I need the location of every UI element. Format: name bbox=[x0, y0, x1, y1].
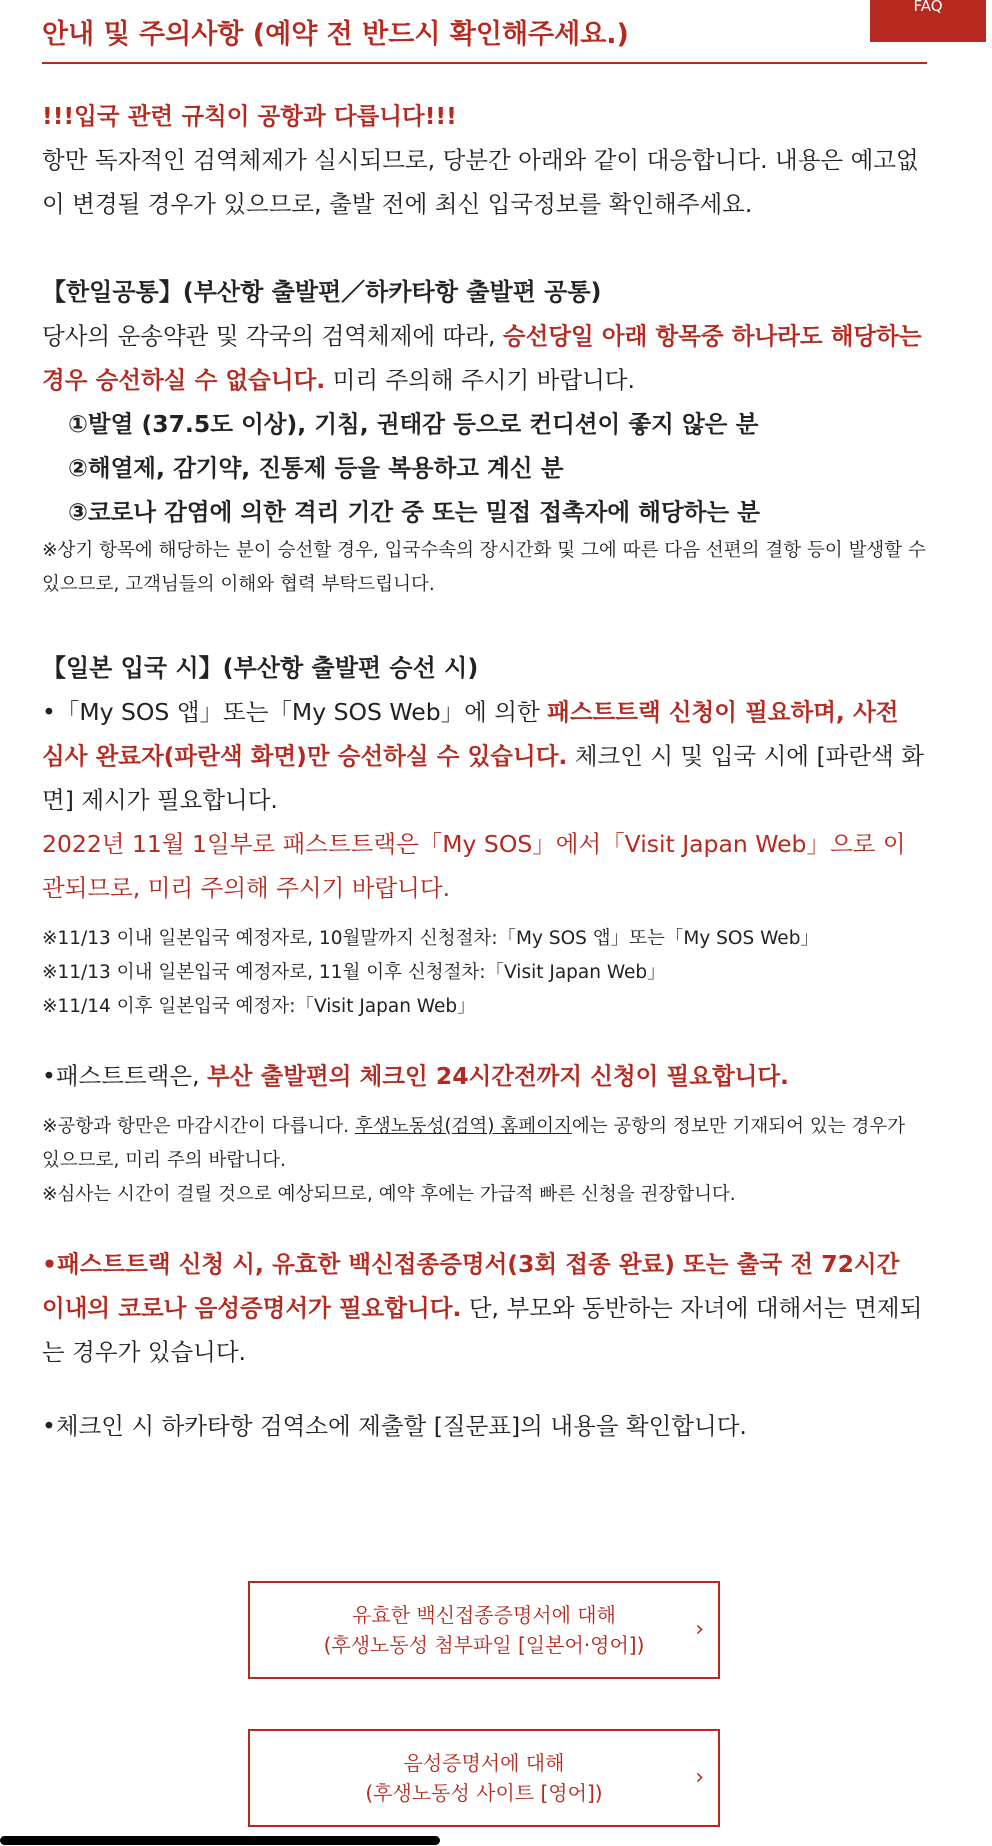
page-title: 안내 및 주의사항 (예약 전 반드시 확인해주세요.) bbox=[42, 19, 629, 50]
mhlw-quarantine-link[interactable]: 후생노동성(검역) 홈페이지 bbox=[354, 1116, 572, 1137]
faq-button[interactable]: FAQ bbox=[870, 0, 986, 42]
checkin-questionnaire-text: •체크인 시 하카타항 검역소에 제출할 [질문표]의 내용을 확인합니다. bbox=[42, 1412, 747, 1440]
button-sublabel: (후생노동성 사이트 [영어]) bbox=[365, 1781, 603, 1805]
common-section-heading: 【한일공통】(부산항 출발편／하카타항 출발편 공통) bbox=[42, 278, 602, 306]
fasttrack-requirement-text: •「My SOS 앱」또는「My SOS Web」에 의한 패스트트랙 신청이 필요하며, 사전 심사 완료자(파란색 화면)만 승선하실 수 있습니다. 체크인 시 및 입국 시에 [파란색 화면] 제시가 필요합니다. bbox=[42, 698, 924, 814]
entry-rules-warning: !!!입국 관련 규칙이 공항과 다릅니다!!! bbox=[42, 102, 457, 130]
intro-text: 항만 독자적인 검역체제가 실시되므로, 당분간 아래와 같이 대응합니다. 내용은 예고없이 변경될 경우가 있으므로, 출발 전에 최신 입국정보를 확인해주세요. bbox=[42, 146, 919, 218]
condition-item: ③코로나 감염에 의한 격리 기간 중 또는 밀접 접촉자에 해당하는 분 bbox=[68, 498, 760, 526]
button-label: 유효한 백신접종증명서에 대해 bbox=[352, 1603, 616, 1627]
application-procedure-note: ※11/13 이내 일본입국 예정자로, 10월말까지 신청절차:「My SOS 앱」또는「My SOS Web」 bbox=[42, 928, 819, 949]
japan-section-heading: 【일본 입국 시】(부산항 출발편 승선 시) bbox=[42, 654, 479, 682]
fasttrack-deadline-text: •패스트트랙은, 부산 출발편의 체크인 24시간전까지 신청이 필요합니다. bbox=[42, 1062, 789, 1090]
condition-item: ②해열제, 감기약, 진통제 등을 복용하고 계신 분 bbox=[68, 454, 564, 482]
deadline-note: ※공항과 항만은 마감시간이 다릅니다. 후생노동성(검역) 홈페이지에는 공항의 정보만 기재되어 있는 경우가 있으므로, 미리 주의 바랍니다. bbox=[42, 1116, 906, 1171]
chevron-right-icon: › bbox=[695, 1765, 704, 1790]
title-divider bbox=[42, 62, 927, 64]
button-label: 음성증명서에 대해 bbox=[403, 1751, 565, 1775]
negative-certificate-link-button[interactable] bbox=[248, 1729, 720, 1827]
notice-content bbox=[42, 94, 927, 1448]
vaccine-certificate-link-button[interactable] bbox=[248, 1581, 720, 1679]
horizontal-scrollbar[interactable] bbox=[0, 1836, 440, 1845]
common-note: ※상기 항목에 해당하는 분이 승선할 경우, 입국수속의 장시간화 및 그에 따른 다음 선편의 결항 등이 발생할 수 있으므로, 고객님들의 이해와 협력 부탁드립니다. bbox=[42, 540, 926, 595]
condition-item: ①발열 (37.5도 이상), 기침, 권태감 등으로 컨디션이 좋지 않은 분 bbox=[68, 410, 759, 438]
common-rules-text: 당사의 운송약관 및 각국의 검역체제에 따라, 승선당일 아래 항목중 하나라도 해당하는 경우 승선하실 수 없습니다. 미리 주의해 주시기 바랍니다. bbox=[42, 322, 922, 394]
chevron-right-icon: › bbox=[695, 1617, 704, 1642]
button-sublabel: (후생노동성 첨부파일 [일본어·영어]) bbox=[323, 1633, 645, 1657]
application-procedure-note: ※11/14 이후 일본입국 예정자:「Visit Japan Web」 bbox=[42, 996, 476, 1017]
visit-japan-web-migration-notice: 2022년 11월 1일부로 패스트트랙은「My SOS」에서「Visit Japan Web」으로 이관되므로, 미리 주의해 주시기 바랍니다. bbox=[42, 830, 906, 902]
vaccine-requirement-text: •패스트트랙 신청 시, 유효한 백신접종증명서(3회 접종 완료) 또는 출국 전 72시간 이내의 코로나 음성증명서가 필요합니다. 단, 부모와 동반하는 자녀에 대해서는 면제되는 경우가 있습니다. bbox=[42, 1250, 923, 1366]
review-time-note: ※심사는 시간이 걸릴 것으로 예상되므로, 예약 후에는 가급적 빠른 신청을 권장합니다. bbox=[42, 1184, 736, 1205]
application-procedure-note: ※11/13 이내 일본입국 예정자로, 11월 이후 신청절차:「Visit Japan Web」 bbox=[42, 962, 666, 983]
